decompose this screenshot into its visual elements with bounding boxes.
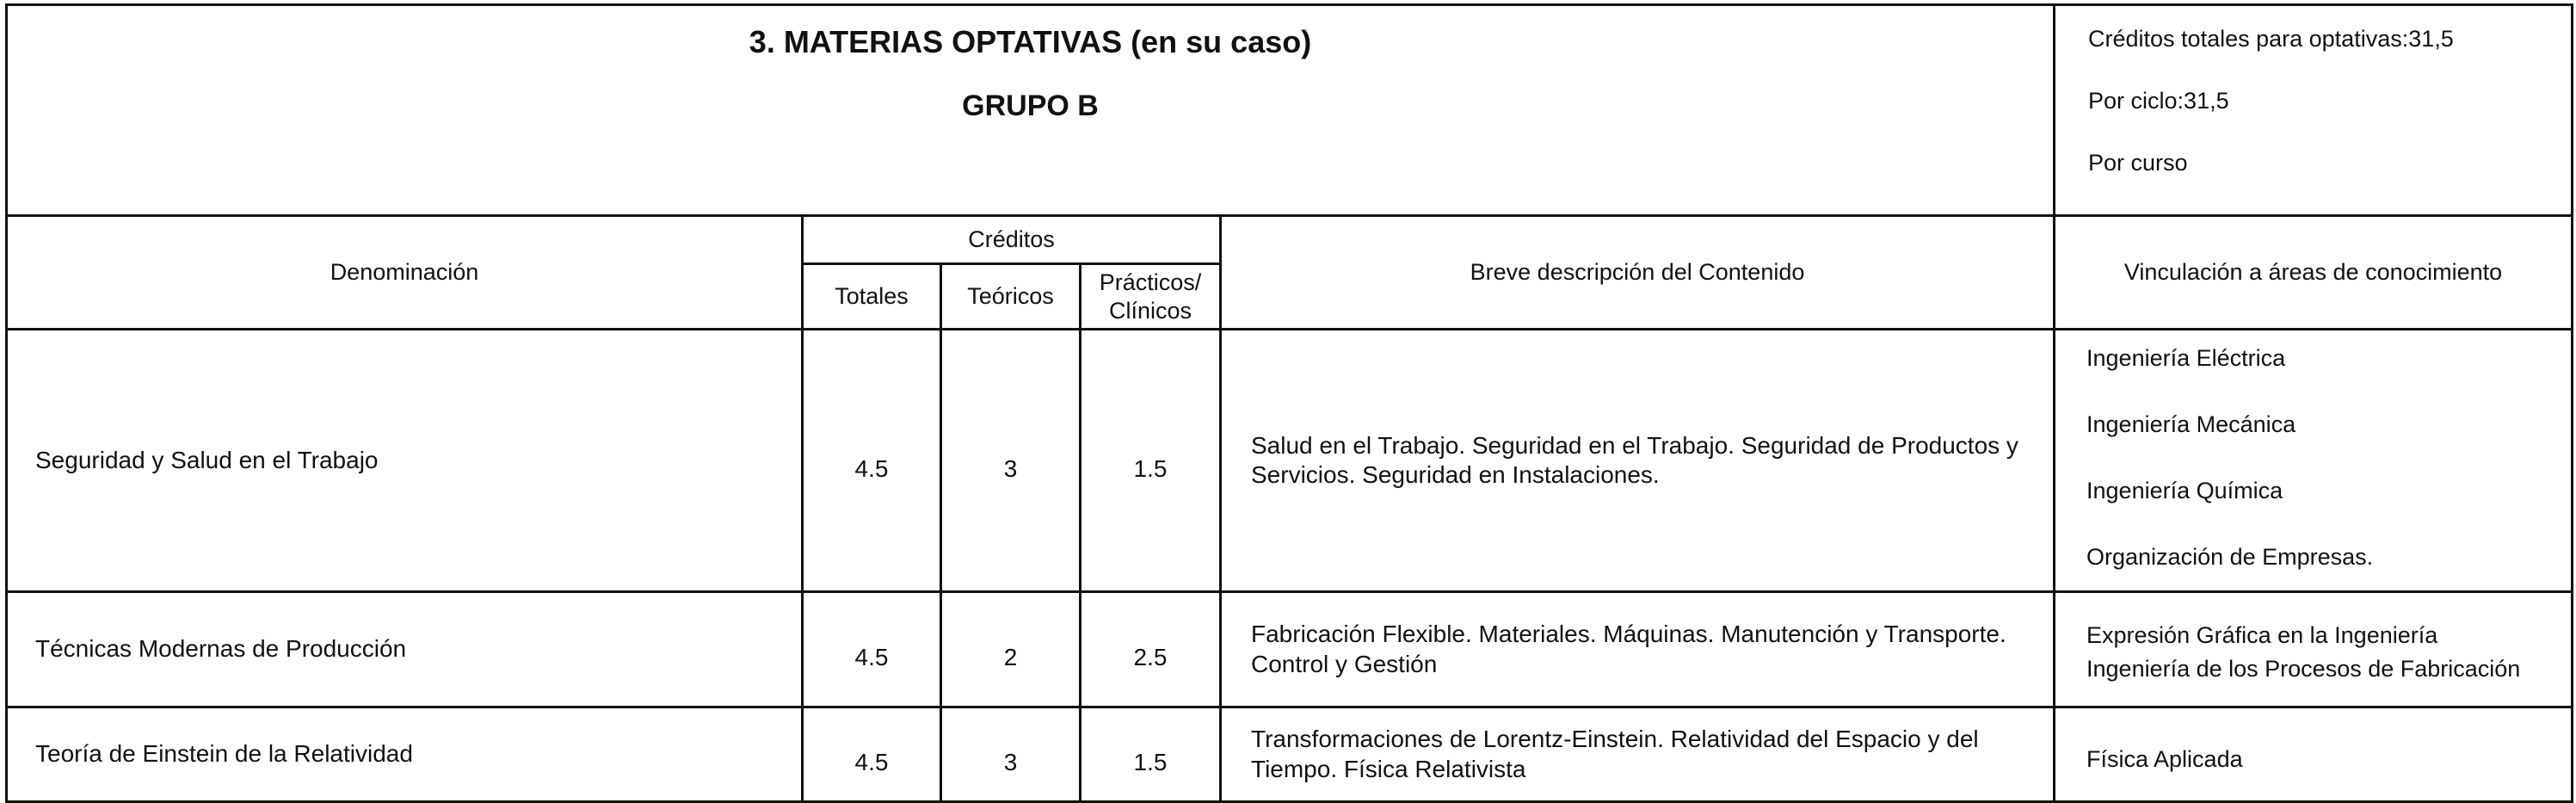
group-title: GRUPO B xyxy=(962,89,1099,122)
credits-theoretical: 2 xyxy=(941,592,1081,707)
credits-theoretical: 3 xyxy=(941,707,1081,802)
header-areas: Vinculación a áreas de conocimiento xyxy=(2055,216,2573,330)
area-item: Ingeniería Mecánica xyxy=(2086,411,2296,437)
credits-totals: 4.5 xyxy=(803,707,941,802)
knowledge-areas xyxy=(2055,330,2573,592)
credits-per-course: Por curso xyxy=(2088,150,2188,176)
area-item: Ingeniería Química xyxy=(2086,478,2283,503)
table-row xyxy=(7,707,2573,802)
subject-description: Fabricación Flexible. Materiales. Máquinas. Manutención y Transporte. Control y Gestión xyxy=(1221,592,2055,707)
area-item: Organización de Empresas. xyxy=(2086,544,2374,570)
credits-summary xyxy=(2055,5,2573,216)
knowledge-areas xyxy=(2055,592,2573,707)
credits-totals: 4.5 xyxy=(803,592,941,707)
header-theoretical: Teóricos xyxy=(941,264,1081,330)
credits-per-cycle: Por ciclo:31,5 xyxy=(2088,88,2229,114)
credits-practical: 1.5 xyxy=(1081,707,1221,802)
table-row xyxy=(7,592,2573,707)
optional-subjects-table xyxy=(5,3,2573,803)
area-item: Física Aplicada xyxy=(2086,746,2243,773)
header-totals: Totales xyxy=(803,264,941,330)
table-row xyxy=(7,330,2573,592)
total-credits: Créditos totales para optativas:31,5 xyxy=(2088,26,2454,52)
subject-description: Salud en el Trabajo. Seguridad en el Trabajo. Seguridad de Productos y Servicios. Seguridad en Instalaciones. xyxy=(1221,330,2055,592)
area-item: Ingeniería de los Procesos de Fabricación xyxy=(2086,655,2521,682)
credits-totals: 4.5 xyxy=(803,330,941,592)
title-block xyxy=(7,5,2055,216)
subject-description: Transformaciones de Lorentz-Einstein. Relatividad del Espacio y del Tiempo. Física Relativista xyxy=(1221,707,2055,802)
header-practical: Prácticos/ Clínicos xyxy=(1081,264,1221,330)
area-item: Ingeniería Eléctrica xyxy=(2086,345,2286,371)
header-description: Breve descripción del Contenido xyxy=(1221,216,2055,330)
subject-name: Seguridad y Salud en el Trabajo xyxy=(7,330,803,592)
subject-name: Técnicas Modernas de Producción xyxy=(7,592,803,707)
area-item: Expresión Gráfica en la Ingeniería xyxy=(2086,621,2438,648)
header-credits: Créditos xyxy=(803,216,1221,264)
credits-practical: 2.5 xyxy=(1081,592,1221,707)
knowledge-areas xyxy=(2055,707,2573,802)
header-denomination: Denominación xyxy=(7,216,803,330)
credits-theoretical: 3 xyxy=(941,330,1081,592)
page-title: 3. MATERIAS OPTATIVAS (en su caso) xyxy=(749,24,1312,59)
credits-practical: 1.5 xyxy=(1081,330,1221,592)
subject-name: Teoría de Einstein de la Relatividad xyxy=(7,707,803,802)
